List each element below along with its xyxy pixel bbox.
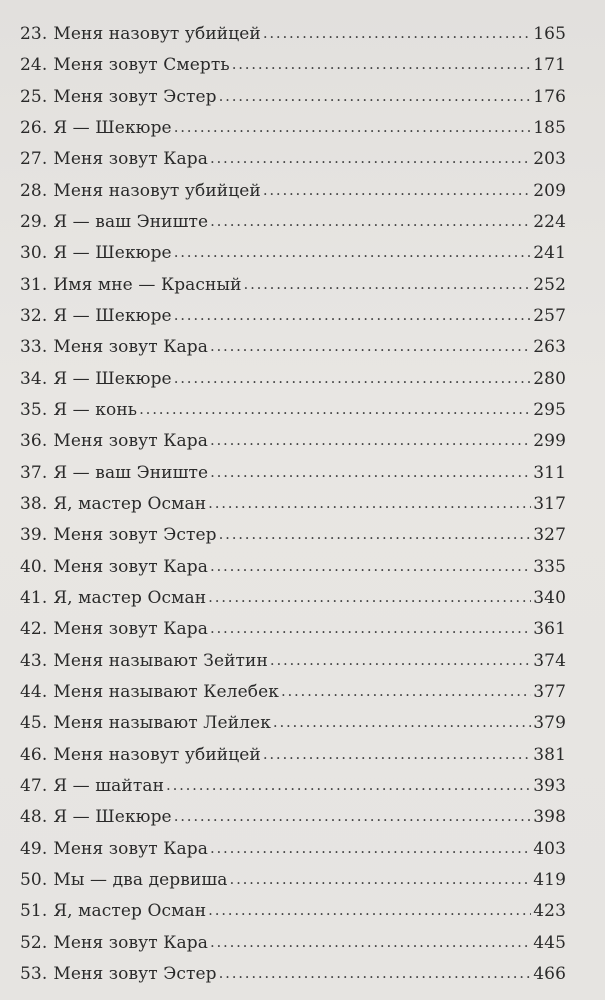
dot-leader	[210, 932, 531, 952]
chapter-number: 53.	[20, 963, 48, 984]
toc-entry	[20, 807, 566, 838]
chapter-title: Меня зовут Кара	[53, 149, 208, 170]
chapter-title: Меня зовут Кара	[53, 556, 208, 577]
chapter-number: 38.	[20, 493, 48, 514]
toc-entry	[20, 682, 566, 713]
toc-entry	[20, 776, 566, 807]
dot-leader	[210, 148, 531, 168]
chapter-title: Я — Шекюре	[53, 117, 172, 138]
table-of-contents	[0, 24, 605, 995]
chapter-number: 24.	[20, 55, 48, 76]
chapter-number: 45.	[20, 713, 48, 734]
chapter-title: Меня зовут Эстер	[53, 963, 217, 984]
chapter-number: 52.	[20, 932, 48, 953]
toc-entry	[20, 525, 566, 556]
page-number: 241	[533, 243, 566, 264]
page-number: 377	[533, 681, 566, 702]
chapter-title: Я, мастер Осман	[53, 901, 207, 922]
chapter-number: 50.	[20, 869, 48, 890]
chapter-number: 28.	[20, 180, 48, 201]
page-number: 340	[533, 587, 566, 608]
toc-entry	[20, 275, 566, 306]
dot-leader	[208, 587, 531, 607]
chapter-number: 42.	[20, 619, 48, 640]
chapter-number: 36.	[20, 431, 48, 452]
dot-leader	[263, 23, 531, 43]
chapter-title: Я — конь	[53, 399, 138, 420]
dot-leader	[281, 681, 531, 701]
chapter-number: 44.	[20, 681, 48, 702]
toc-entry	[20, 55, 566, 86]
chapter-number: 39.	[20, 525, 48, 546]
chapter-number: 23.	[20, 24, 48, 44]
dot-leader	[210, 838, 531, 858]
toc-entry	[20, 713, 566, 744]
chapter-title: Я — Шекюре	[53, 807, 172, 828]
chapter-number: 26.	[20, 117, 48, 138]
dot-leader	[210, 462, 531, 482]
chapter-number: 37.	[20, 462, 48, 483]
chapter-title: Мы — два дервиша	[53, 869, 228, 890]
chapter-number: 27.	[20, 149, 48, 170]
dot-leader	[166, 775, 531, 795]
dot-leader	[219, 86, 532, 106]
page-number: 176	[533, 86, 566, 107]
toc-entry	[20, 745, 566, 776]
toc-entry	[20, 901, 566, 932]
toc-entry	[20, 337, 566, 368]
page-number: 165	[533, 24, 566, 44]
chapter-title: Меня называют Келебек	[53, 681, 279, 702]
toc-entry	[20, 933, 566, 964]
chapter-title: Я — Шекюре	[53, 368, 172, 389]
page-number: 419	[533, 869, 566, 890]
chapter-title: Я, мастер Осман	[53, 493, 207, 514]
chapter-title: Меня назовут убийцей	[53, 744, 261, 765]
chapter-title: Меня зовут Кара	[53, 932, 208, 953]
toc-entry	[20, 118, 566, 149]
page-number: 393	[533, 775, 566, 796]
page-number: 252	[533, 274, 566, 295]
dot-leader	[210, 618, 531, 638]
toc-entry	[20, 87, 566, 118]
dot-leader	[219, 524, 532, 544]
chapter-number: 43.	[20, 650, 48, 671]
chapter-title: Меня называют Лейлек	[53, 713, 271, 734]
page-number: 171	[533, 55, 566, 76]
page-number: 185	[533, 117, 566, 138]
dot-leader	[208, 493, 531, 513]
chapter-number: 25.	[20, 86, 48, 107]
chapter-title: Я — ваш Эниште	[53, 211, 209, 232]
page-number: 423	[533, 901, 566, 922]
dot-leader	[230, 869, 532, 889]
dot-leader	[210, 430, 531, 450]
page-number: 403	[533, 838, 566, 859]
dot-leader	[174, 117, 532, 137]
toc-entry	[20, 243, 566, 274]
chapter-number: 40.	[20, 556, 48, 577]
dot-leader	[244, 274, 532, 294]
page-number: 335	[533, 556, 566, 577]
chapter-number: 29.	[20, 211, 48, 232]
chapter-title: Я — ваш Эниште	[53, 462, 209, 483]
dot-leader	[210, 336, 531, 356]
dot-leader	[139, 399, 531, 419]
page-number: 398	[533, 807, 566, 828]
chapter-title: Меня назовут убийцей	[53, 180, 261, 201]
page-number: 374	[533, 650, 566, 671]
dot-leader	[219, 963, 532, 983]
chapter-number: 51.	[20, 901, 48, 922]
toc-entry	[20, 306, 566, 337]
chapter-title: Меня зовут Эстер	[53, 525, 217, 546]
page-number: 445	[533, 932, 566, 953]
page-number: 311	[533, 462, 566, 483]
page-number: 361	[533, 619, 566, 640]
page-number: 203	[533, 149, 566, 170]
chapter-title: Я — шайтан	[53, 775, 165, 796]
chapter-number: 35.	[20, 399, 48, 420]
dot-leader	[174, 368, 532, 388]
page-number: 299	[533, 431, 566, 452]
dot-leader	[263, 180, 531, 200]
chapter-title: Меня зовут Кара	[53, 337, 208, 358]
dot-leader	[263, 744, 531, 764]
toc-entry	[20, 839, 566, 870]
toc-entry	[20, 557, 566, 588]
dot-leader	[270, 650, 531, 670]
dot-leader	[174, 242, 532, 262]
toc-entry	[20, 149, 566, 180]
page-number: 327	[533, 525, 566, 546]
dot-leader	[174, 305, 532, 325]
toc-entry	[20, 619, 566, 650]
chapter-number: 46.	[20, 744, 48, 765]
chapter-title: Я — Шекюре	[53, 305, 172, 326]
page-number: 224	[533, 211, 566, 232]
toc-entry	[20, 212, 566, 243]
toc-entry	[20, 964, 566, 995]
toc-entry	[20, 870, 566, 901]
toc-entry	[20, 181, 566, 212]
page-number: 466	[533, 963, 566, 984]
chapter-number: 48.	[20, 807, 48, 828]
page-number: 317	[533, 493, 566, 514]
toc-entry	[20, 651, 566, 682]
dot-leader	[208, 900, 531, 920]
chapter-title: Меня зовут Эстер	[53, 86, 217, 107]
toc-entry	[20, 494, 566, 525]
page-number: 280	[533, 368, 566, 389]
toc-entry	[20, 400, 566, 431]
dot-leader	[232, 54, 532, 74]
chapter-number: 30.	[20, 243, 48, 264]
dot-leader	[210, 211, 531, 231]
page-number: 263	[533, 337, 566, 358]
chapter-title: Меня называют Зейтин	[53, 650, 268, 671]
chapter-number: 47.	[20, 775, 48, 796]
chapter-number: 31.	[20, 274, 48, 295]
chapter-number: 33.	[20, 337, 48, 358]
chapter-title: Меня зовут Кара	[53, 838, 208, 859]
page-number: 257	[533, 305, 566, 326]
chapter-title: Имя мне — Красный	[53, 274, 242, 295]
dot-leader	[174, 806, 532, 826]
page-number: 209	[533, 180, 566, 201]
chapter-number: 32.	[20, 305, 48, 326]
dot-leader	[273, 712, 531, 732]
chapter-title: Я — Шекюре	[53, 243, 172, 264]
dot-leader	[210, 556, 531, 576]
chapter-title: Меня зовут Кара	[53, 619, 208, 640]
toc-entry	[20, 431, 566, 462]
page-number: 381	[533, 744, 566, 765]
page-number: 379	[533, 713, 566, 734]
toc-entry	[20, 369, 566, 400]
page-number: 295	[533, 399, 566, 420]
chapter-number: 49.	[20, 838, 48, 859]
toc-entry	[20, 588, 566, 619]
chapter-title: Меня зовут Смерть	[53, 55, 230, 76]
toc-entry	[20, 24, 566, 55]
chapter-title: Меня назовут убийцей	[53, 24, 261, 44]
chapter-title: Я, мастер Осман	[53, 587, 207, 608]
chapter-number: 34.	[20, 368, 48, 389]
chapter-title: Меня зовут Кара	[53, 431, 208, 452]
toc-entry	[20, 463, 566, 494]
chapter-number: 41.	[20, 587, 48, 608]
